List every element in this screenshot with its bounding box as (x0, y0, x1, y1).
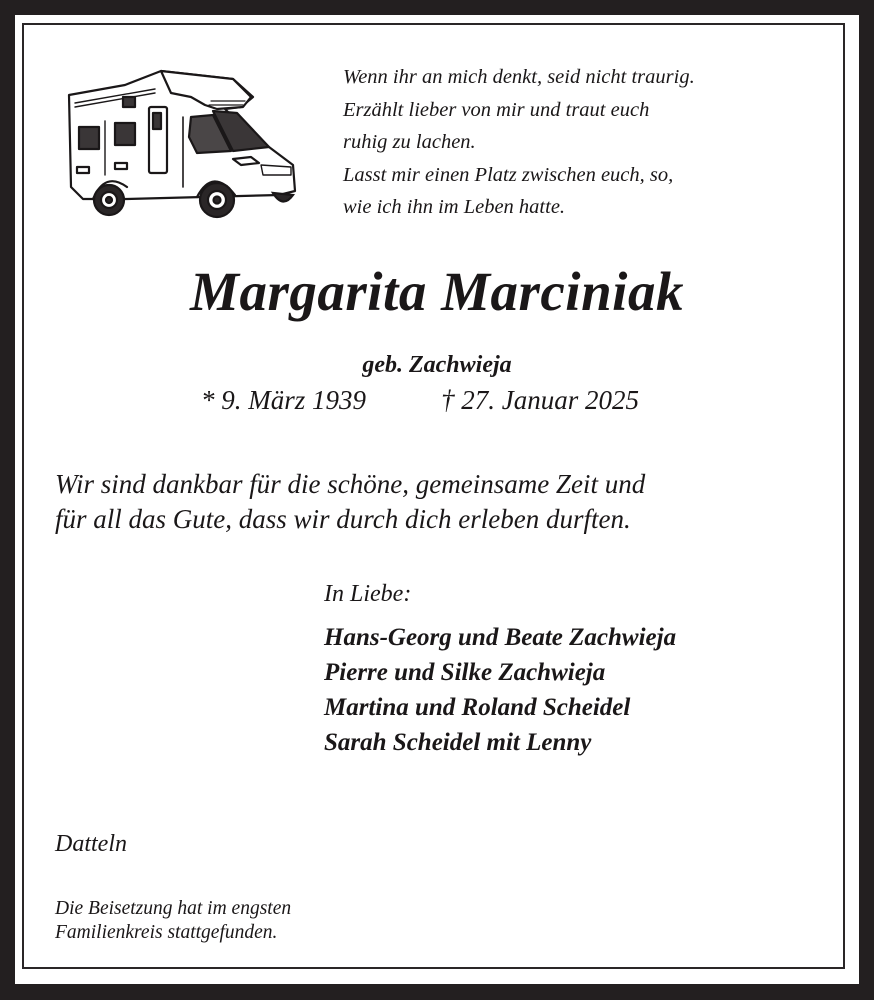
poem-line: Erzählt lieber von mir und traut euch (343, 98, 650, 121)
gratitude-text (55, 467, 645, 537)
death-date: † 27. Januar 2025 (441, 385, 639, 415)
mourners-intro: In Liebe: (324, 581, 412, 607)
mourner-name: Martina und Roland Scheidel (324, 694, 631, 721)
mourner-name: Sarah Scheidel mit Lenny (324, 729, 592, 756)
poem-line: ruhig zu lachen. (343, 131, 476, 153)
mourner-name: Pierre und Silke Zachwieja (324, 659, 606, 686)
place-name: Datteln (55, 831, 127, 857)
poem-line: Wenn ihr an mich denkt, seid nicht traurig. (343, 66, 695, 88)
obituary-notice (15, 15, 859, 984)
poem-line: wie ich ihn im Leben hatte. (343, 196, 566, 218)
camper-van-icon (65, 67, 301, 222)
deceased-name: Margarita Marciniak (190, 261, 684, 322)
gratitude-line: für all das Gute, dass wir durch dich erleben durften. (55, 504, 631, 534)
birth-date: * 9. März 1939 (201, 385, 367, 415)
burial-note-line: Die Beisetzung hat im engsten (55, 898, 292, 919)
memorial-poem (343, 61, 695, 224)
maiden-name: geb. Zachwieja (362, 352, 512, 378)
mourner-name: Hans-Georg und Beate Zachwieja (324, 624, 677, 651)
burial-note-line: Familienkreis stattgefunden. (55, 922, 278, 943)
burial-note (55, 897, 291, 945)
gratitude-line: Wir sind dankbar für die schöne, gemeinsame Zeit und (55, 469, 646, 499)
poem-line: Lasst mir einen Platz zwischen euch, so, (343, 163, 674, 186)
mourners-list (324, 620, 676, 760)
